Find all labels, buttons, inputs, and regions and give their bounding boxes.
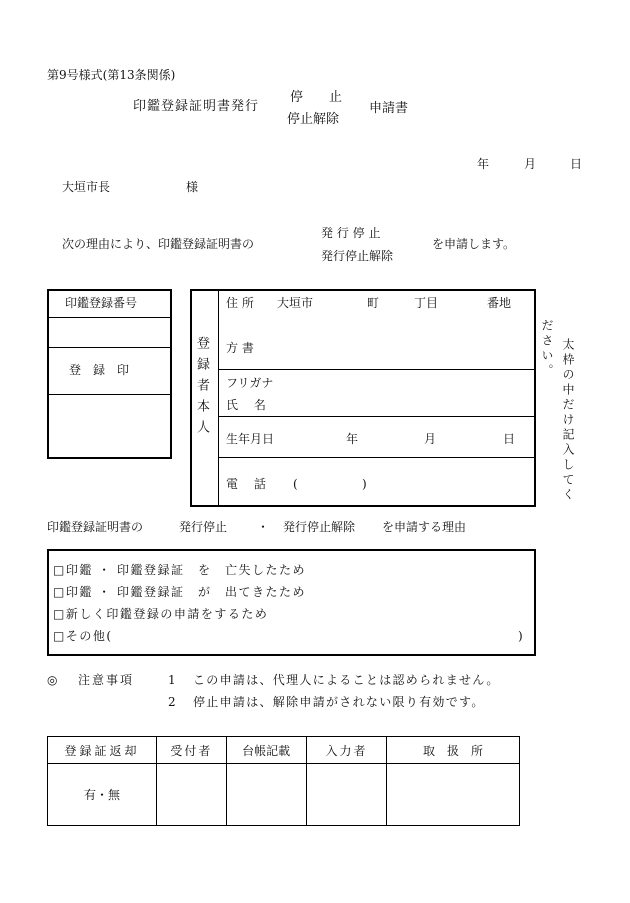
office-header-receiver: 受付者	[157, 737, 226, 764]
date-day-label: 日	[570, 157, 583, 171]
side-note-line1: 太枠の中だけ記入してく	[561, 338, 575, 503]
reason-other-close-paren: )	[518, 629, 523, 643]
name-label: 氏 名	[226, 398, 266, 412]
reason-sentence-prefix: 次の理由により、印鑑登録証明書の	[62, 237, 255, 251]
reason-sentence-suffix: を申請します。	[432, 237, 516, 251]
registration-seal-field[interactable]	[49, 394, 170, 456]
name-field[interactable]	[290, 370, 532, 414]
reason-checkbox-found[interactable]: □印鑑 ・ 印鑑登録証 が 出てきたため	[53, 585, 306, 599]
birthdate-label: 生年月日	[226, 432, 275, 446]
birth-year-label: 年	[346, 432, 359, 446]
reason-option-stop: 発 行 停 止	[321, 226, 381, 240]
furigana-label: フリガナ	[226, 376, 274, 390]
registration-number-field[interactable]	[49, 317, 170, 345]
notes-label: 注意事項	[78, 673, 135, 687]
reason-heading-dot: ・	[257, 520, 270, 534]
addressee-sama: 様	[186, 180, 199, 194]
phone-label: 電 話	[226, 477, 266, 491]
birth-month-label: 月	[424, 432, 437, 446]
phone-close-paren: )	[362, 477, 367, 491]
phone-field[interactable]	[290, 460, 532, 502]
addressee-mayor: 大垣市長	[62, 180, 111, 194]
office-header-return: 登録証返却	[48, 737, 157, 764]
address-cho: 町	[367, 296, 380, 310]
note-1-number: 1	[168, 673, 176, 687]
reason-heading-prefix: 印鑑登録証明書の	[47, 520, 144, 534]
birthdate-field[interactable]	[290, 418, 532, 454]
office-receiver-cell[interactable]	[157, 764, 226, 826]
registrant-side-label: 登録者本人	[194, 336, 209, 441]
reason-checkbox-other[interactable]: □その他(	[53, 629, 113, 643]
note-1-text: この申請は、代理人によることは認められません。	[193, 673, 500, 687]
reason-option-release: 発行停止解除	[321, 249, 394, 263]
reason-heading-suffix: を申請する理由	[382, 520, 467, 534]
notes-mark: ◎	[47, 673, 58, 687]
address-banchi: 番地	[487, 296, 512, 310]
registration-number-label: 印鑑登録番号	[65, 296, 138, 310]
address-chome: 丁目	[414, 296, 439, 310]
note-2-number: 2	[168, 695, 176, 709]
office-header-ledger: 台帳記載	[226, 737, 306, 764]
reason-heading-opt1: 発行停止	[179, 520, 228, 534]
phone-open-paren: (	[293, 477, 298, 491]
reason-other-field[interactable]	[125, 627, 515, 645]
reason-checkbox-lost[interactable]: □印鑑 ・ 印鑑登録証 を 亡失したため	[53, 563, 306, 577]
reason-heading-opt2: 発行停止解除	[283, 520, 356, 534]
office-inputter-cell[interactable]	[306, 764, 386, 826]
registration-seal-label: 登 録 印	[69, 363, 130, 377]
gata-label: 方 書	[226, 341, 254, 355]
side-note-line2: ださい。	[540, 319, 554, 379]
form-title: 印鑑登録証明書発行	[133, 99, 260, 114]
gata-field[interactable]	[260, 336, 532, 364]
title-option-stop: 停 止	[290, 90, 343, 105]
office-office-cell[interactable]	[387, 764, 520, 826]
office-use-table	[47, 736, 520, 826]
date-year-label: 年	[477, 157, 490, 171]
office-return-value[interactable]: 有・無	[48, 764, 157, 826]
form-number: 第9号様式(第13条関係)	[47, 68, 176, 82]
title-option-release: 停止解除	[287, 112, 340, 127]
birth-day-label: 日	[503, 432, 516, 446]
reason-checkbox-new[interactable]: □新しく印鑑登録の申請をするため	[53, 607, 269, 621]
note-2-text: 停止申請は、解除申請がされない限り有効です。	[193, 695, 485, 709]
office-header-office: 取 扱 所	[387, 737, 520, 764]
address-label: 住 所	[226, 296, 254, 310]
date-month-label: 月	[524, 157, 537, 171]
address-field[interactable]	[219, 312, 533, 332]
address-city: 大垣市	[277, 296, 314, 310]
title-suffix: 申請書	[369, 101, 409, 116]
office-header-inputter: 入力者	[306, 737, 386, 764]
office-ledger-cell[interactable]	[226, 764, 306, 826]
